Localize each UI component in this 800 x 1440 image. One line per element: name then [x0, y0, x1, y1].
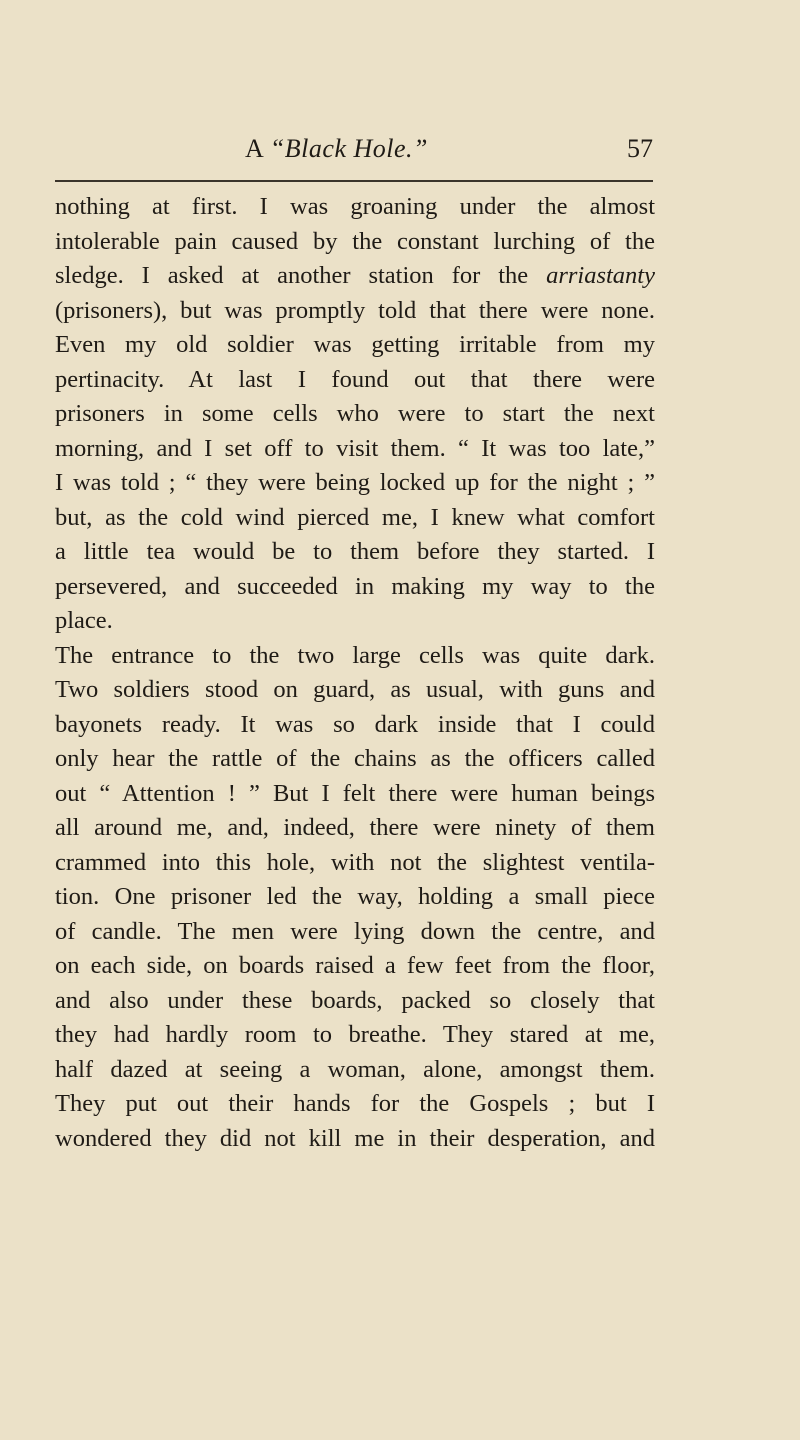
- text-line: tion. One prisoner led the way, holding a small piece: [55, 883, 655, 910]
- text-line: morning, and I set off to visit them. “ It was too late,”: [55, 434, 655, 462]
- text-line: half dazed at seeing a woman, alone, amongst them.: [55, 1055, 655, 1083]
- text-line: I was told ; “ they were being locked up for the night ; ”: [55, 469, 655, 496]
- text-line: wondered they did not kill me in their desperation, and: [55, 1124, 655, 1152]
- paragraph: [55, 639, 655, 1157]
- text-line: all around me, and, indeed, there were ninety of them: [55, 814, 655, 841]
- text-line: pertinacity. At last I found out that there were: [55, 365, 655, 393]
- header-rule: [55, 180, 653, 182]
- body-text: [55, 190, 655, 1156]
- page-number: 57: [627, 134, 653, 163]
- running-title-prefix: A: [245, 134, 270, 163]
- running-title: [245, 134, 428, 164]
- running-header: [55, 134, 653, 174]
- text-line: but, as the cold wind pierced me, I knew what comfort: [55, 503, 655, 531]
- text-line: prisoners in some cells who were to start the next: [55, 400, 655, 427]
- text-line: crammed into this hole, with not the slightest ventila-: [55, 848, 655, 876]
- running-title-italic: “Black Hole.”: [269, 134, 428, 163]
- text-line: Even my old soldier was getting irritable from my: [55, 331, 655, 358]
- text-line-roman: sledge. I asked at another station for the: [55, 262, 547, 289]
- text-line: on each side, on boards raised a few feet from the floor,: [55, 952, 655, 979]
- text-line: only hear the rattle of the chains as the officers called: [55, 745, 655, 772]
- paragraph: [55, 190, 655, 639]
- text-line: bayonets ready. It was so dark inside that I could: [55, 710, 655, 738]
- text-line: They put out their hands for the Gospels ; but I: [55, 1090, 655, 1117]
- text-line: intolerable pain caused by the constant lurching of the: [55, 227, 655, 255]
- text-line-italic: arriastanty: [546, 262, 655, 289]
- text-line: Two soldiers stood on guard, as usual, with guns and: [55, 676, 655, 703]
- text-line: [55, 259, 655, 294]
- text-line: persevered, and succeeded in making my way to the: [55, 572, 655, 600]
- text-line: out “ Attention ! ” But I felt there were human beings: [55, 779, 655, 807]
- text-line: The entrance to the two large cells was quite dark.: [55, 641, 655, 669]
- text-line: of candle. The men were lying down the centre, and: [55, 917, 655, 945]
- text-line: a little tea would be to them before they started. I: [55, 538, 655, 565]
- text-line: and also under these boards, packed so closely that: [55, 986, 655, 1014]
- text-line: place.: [55, 607, 113, 634]
- text-line: they had hardly room to breathe. They stared at me,: [55, 1021, 655, 1048]
- text-line: (prisoners), but was promptly told that there were none.: [55, 296, 655, 324]
- text-line: nothing at first. I was groaning under the almost: [55, 193, 655, 220]
